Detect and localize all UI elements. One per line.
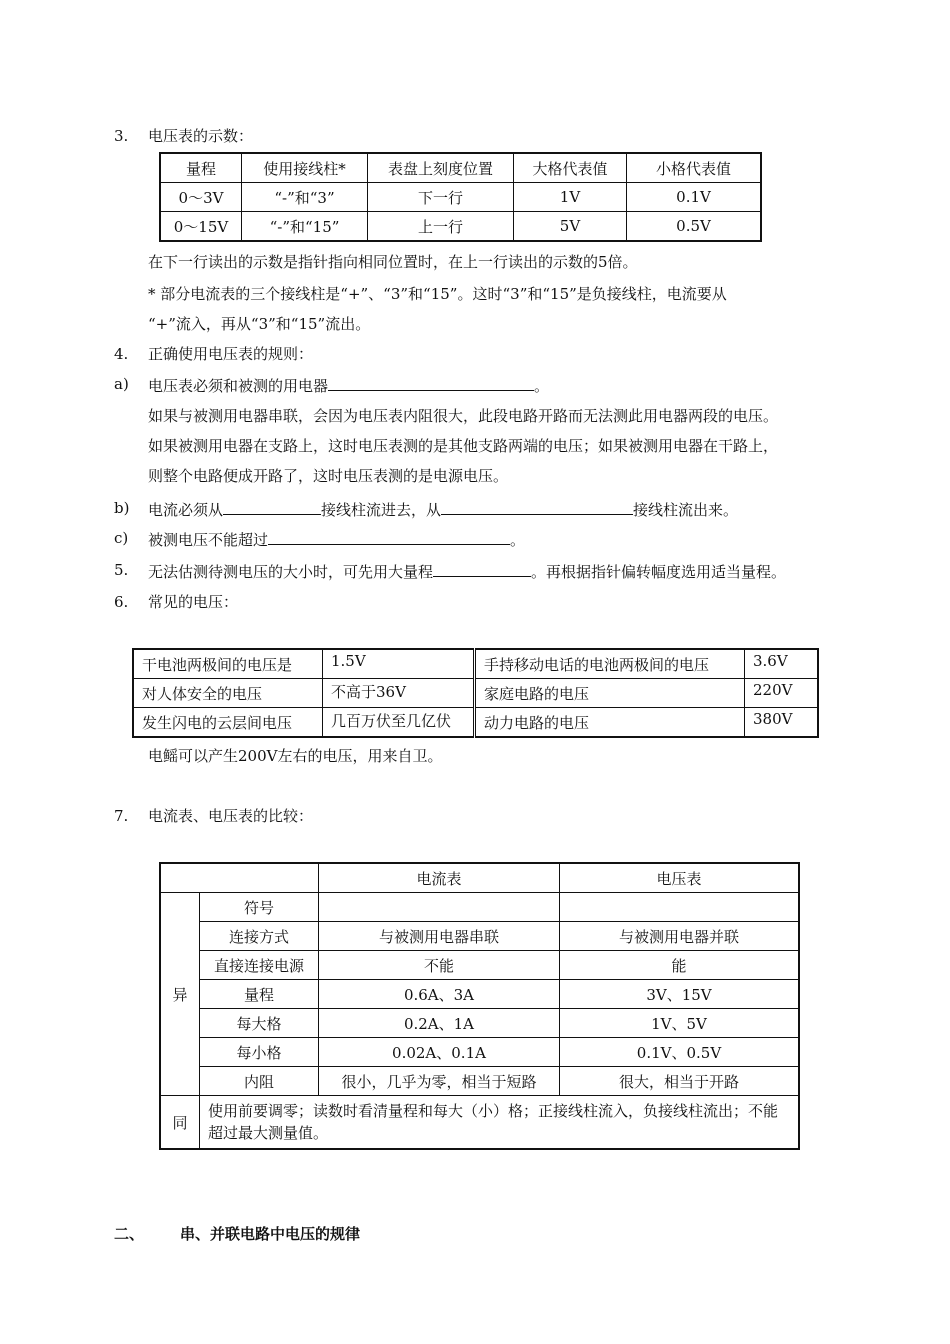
table-row	[160, 951, 799, 980]
table-cell: 内阻	[200, 1067, 319, 1096]
table-row	[160, 922, 799, 951]
item-number-4: 4.	[114, 345, 129, 363]
table-cell: “-”和“3”	[242, 183, 368, 212]
table-cell: 0～3V	[160, 183, 242, 212]
common-voltages-table	[132, 648, 819, 738]
table-cell: 0.6A、3A	[319, 980, 560, 1009]
section-5-text: 无法估测待测电压的大小时，可先用大量程	[148, 563, 434, 581]
table-cell: 动力电路的电压	[475, 708, 745, 738]
table-row	[160, 893, 799, 922]
differences-label: 异	[160, 893, 200, 1096]
fill-blank	[441, 498, 633, 515]
table-header: 小格代表值	[627, 153, 762, 183]
table-cell	[319, 893, 560, 922]
section-3-title: 电压表的示数：	[148, 127, 254, 145]
table-cell: 不高于36V	[323, 679, 475, 708]
table-cell: 直接连接电源	[200, 951, 319, 980]
note-ammeter-flow: “+”流入，再从“3”和“15”流出。	[148, 315, 371, 333]
note-five-times: 在下一行读出的示数是指针指向相同位置时，在上一行读出的示数的5倍。	[148, 253, 638, 271]
table-header: 使用接线柱*	[242, 153, 368, 183]
table-cell: 0.5V	[627, 212, 762, 242]
table-cell: 每小格	[200, 1038, 319, 1067]
note-electric-ray: 电鳐可以产生200V左右的电压，用来自卫。	[148, 747, 443, 765]
table-cell: 连接方式	[200, 922, 319, 951]
table-cell: 0.02A、0.1A	[319, 1038, 560, 1067]
rule-b-text: 电流必须从	[148, 501, 224, 519]
table-cell: 不能	[319, 951, 560, 980]
rule-a-text: 电压表必须和被测的用电器	[148, 377, 329, 395]
section-4-title: 正确使用电压表的规则：	[148, 345, 314, 363]
item-number-6: 6.	[114, 593, 129, 611]
fill-blank	[433, 560, 531, 577]
section-2-number: 二、	[114, 1225, 145, 1243]
rule-c-label: c)	[114, 529, 129, 547]
table-row	[160, 1096, 799, 1150]
fill-blank	[328, 374, 534, 391]
similarities-label: 同	[160, 1096, 200, 1150]
table-cell: 上一行	[368, 212, 514, 242]
section-5-end: 。再根据指针偏转幅度选用适当量程。	[531, 563, 787, 581]
rule-b-mid: 接线柱流进去，从	[321, 501, 442, 519]
table-cell: 3V、15V	[560, 980, 800, 1009]
table-header: 大格代表值	[514, 153, 627, 183]
rule-a-explanation-2: 如果被测用电器在支路上，这时电压表测的是其他支路两端的电压；如果被测用电器在干路上，	[148, 437, 779, 455]
table-row	[160, 183, 761, 212]
table-cell: 每大格	[200, 1009, 319, 1038]
table-header-row	[160, 863, 799, 893]
table-cell: 很大，相当于开路	[560, 1067, 800, 1096]
table-row	[160, 1038, 799, 1067]
table-cell: 220V	[745, 679, 819, 708]
table-cell: 0.1V	[627, 183, 762, 212]
ammeter-voltmeter-comparison-table	[159, 862, 800, 1150]
fill-blank	[223, 498, 321, 515]
table-cell: 3.6V	[745, 649, 819, 679]
item-number-5: 5.	[114, 561, 129, 579]
rule-b-end: 接线柱流出来。	[633, 501, 739, 519]
similarities-text: 使用前要调零；读数时看清量程和每大（小）格；正接线柱流入，负接线柱流出；不能超过最大测量值。	[200, 1096, 800, 1150]
table-row	[133, 679, 818, 708]
table-cell: 很小，几乎为零，相当于短路	[319, 1067, 560, 1096]
fill-blank	[268, 528, 510, 545]
table-header: 电压表	[560, 863, 800, 893]
rule-a-explanation-3: 则整个电路便成开路了，这时电压表测的是电源电压。	[148, 467, 509, 485]
table-corner-cell	[160, 863, 319, 893]
rule-b-label: b)	[114, 499, 130, 517]
section-5	[148, 560, 786, 582]
voltmeter-range-table	[159, 152, 762, 242]
table-cell: “-”和“15”	[242, 212, 368, 242]
table-cell: 0.1V、0.5V	[560, 1038, 800, 1067]
table-cell: 1V、5V	[560, 1009, 800, 1038]
table-header: 量程	[160, 153, 242, 183]
section-2-title: 串、并联电路中电压的规律	[180, 1225, 361, 1243]
table-cell: 下一行	[368, 183, 514, 212]
table-cell: 能	[560, 951, 800, 980]
table-cell	[560, 893, 800, 922]
table-cell: 与被测用电器并联	[560, 922, 800, 951]
table-cell: 0.2A、1A	[319, 1009, 560, 1038]
item-number-3: 3.	[114, 127, 129, 145]
table-cell: 1.5V	[323, 649, 475, 679]
table-cell: 与被测用电器串联	[319, 922, 560, 951]
table-header: 电流表	[319, 863, 560, 893]
section-6-title: 常见的电压：	[148, 593, 239, 611]
table-cell: 380V	[745, 708, 819, 738]
rule-a-end: 。	[534, 377, 550, 395]
table-cell: 干电池两极间的电压是	[133, 649, 323, 679]
table-row	[160, 212, 761, 242]
table-row	[160, 1009, 799, 1038]
table-cell: 符号	[200, 893, 319, 922]
rule-a-explanation-1: 如果与被测用电器串联，会因为电压表内阻很大，此段电路开路而无法测此用电器两段的电压。	[148, 407, 779, 425]
table-cell: 发生闪电的云层间电压	[133, 708, 323, 738]
rule-c-text: 被测电压不能超过	[148, 531, 269, 549]
rule-c	[148, 528, 525, 550]
table-cell: 量程	[200, 980, 319, 1009]
note-ammeter-terminals: * 部分电流表的三个接线柱是“+”、“3”和“15”。这时“3”和“15”是负接线柱，电流要从	[148, 285, 727, 303]
table-cell: 1V	[514, 183, 627, 212]
table-row	[133, 649, 818, 679]
rule-a-label: a)	[114, 375, 129, 393]
table-row	[160, 1067, 799, 1096]
rule-c-end: 。	[510, 531, 526, 549]
table-header: 表盘上刻度位置	[368, 153, 514, 183]
section-7-title: 电流表、电压表的比较：	[148, 807, 314, 825]
table-header-row	[160, 153, 761, 183]
table-cell: 几百万伏至几亿伏	[323, 708, 475, 738]
item-number-7: 7.	[114, 807, 129, 825]
rule-a	[148, 374, 549, 396]
table-row	[160, 980, 799, 1009]
table-cell: 对人体安全的电压	[133, 679, 323, 708]
table-cell: 5V	[514, 212, 627, 242]
table-row	[133, 708, 818, 738]
table-cell: 手持移动电话的电池两极间的电压	[475, 649, 745, 679]
table-cell: 0～15V	[160, 212, 242, 242]
rule-b	[148, 498, 738, 520]
table-cell: 家庭电路的电压	[475, 679, 745, 708]
